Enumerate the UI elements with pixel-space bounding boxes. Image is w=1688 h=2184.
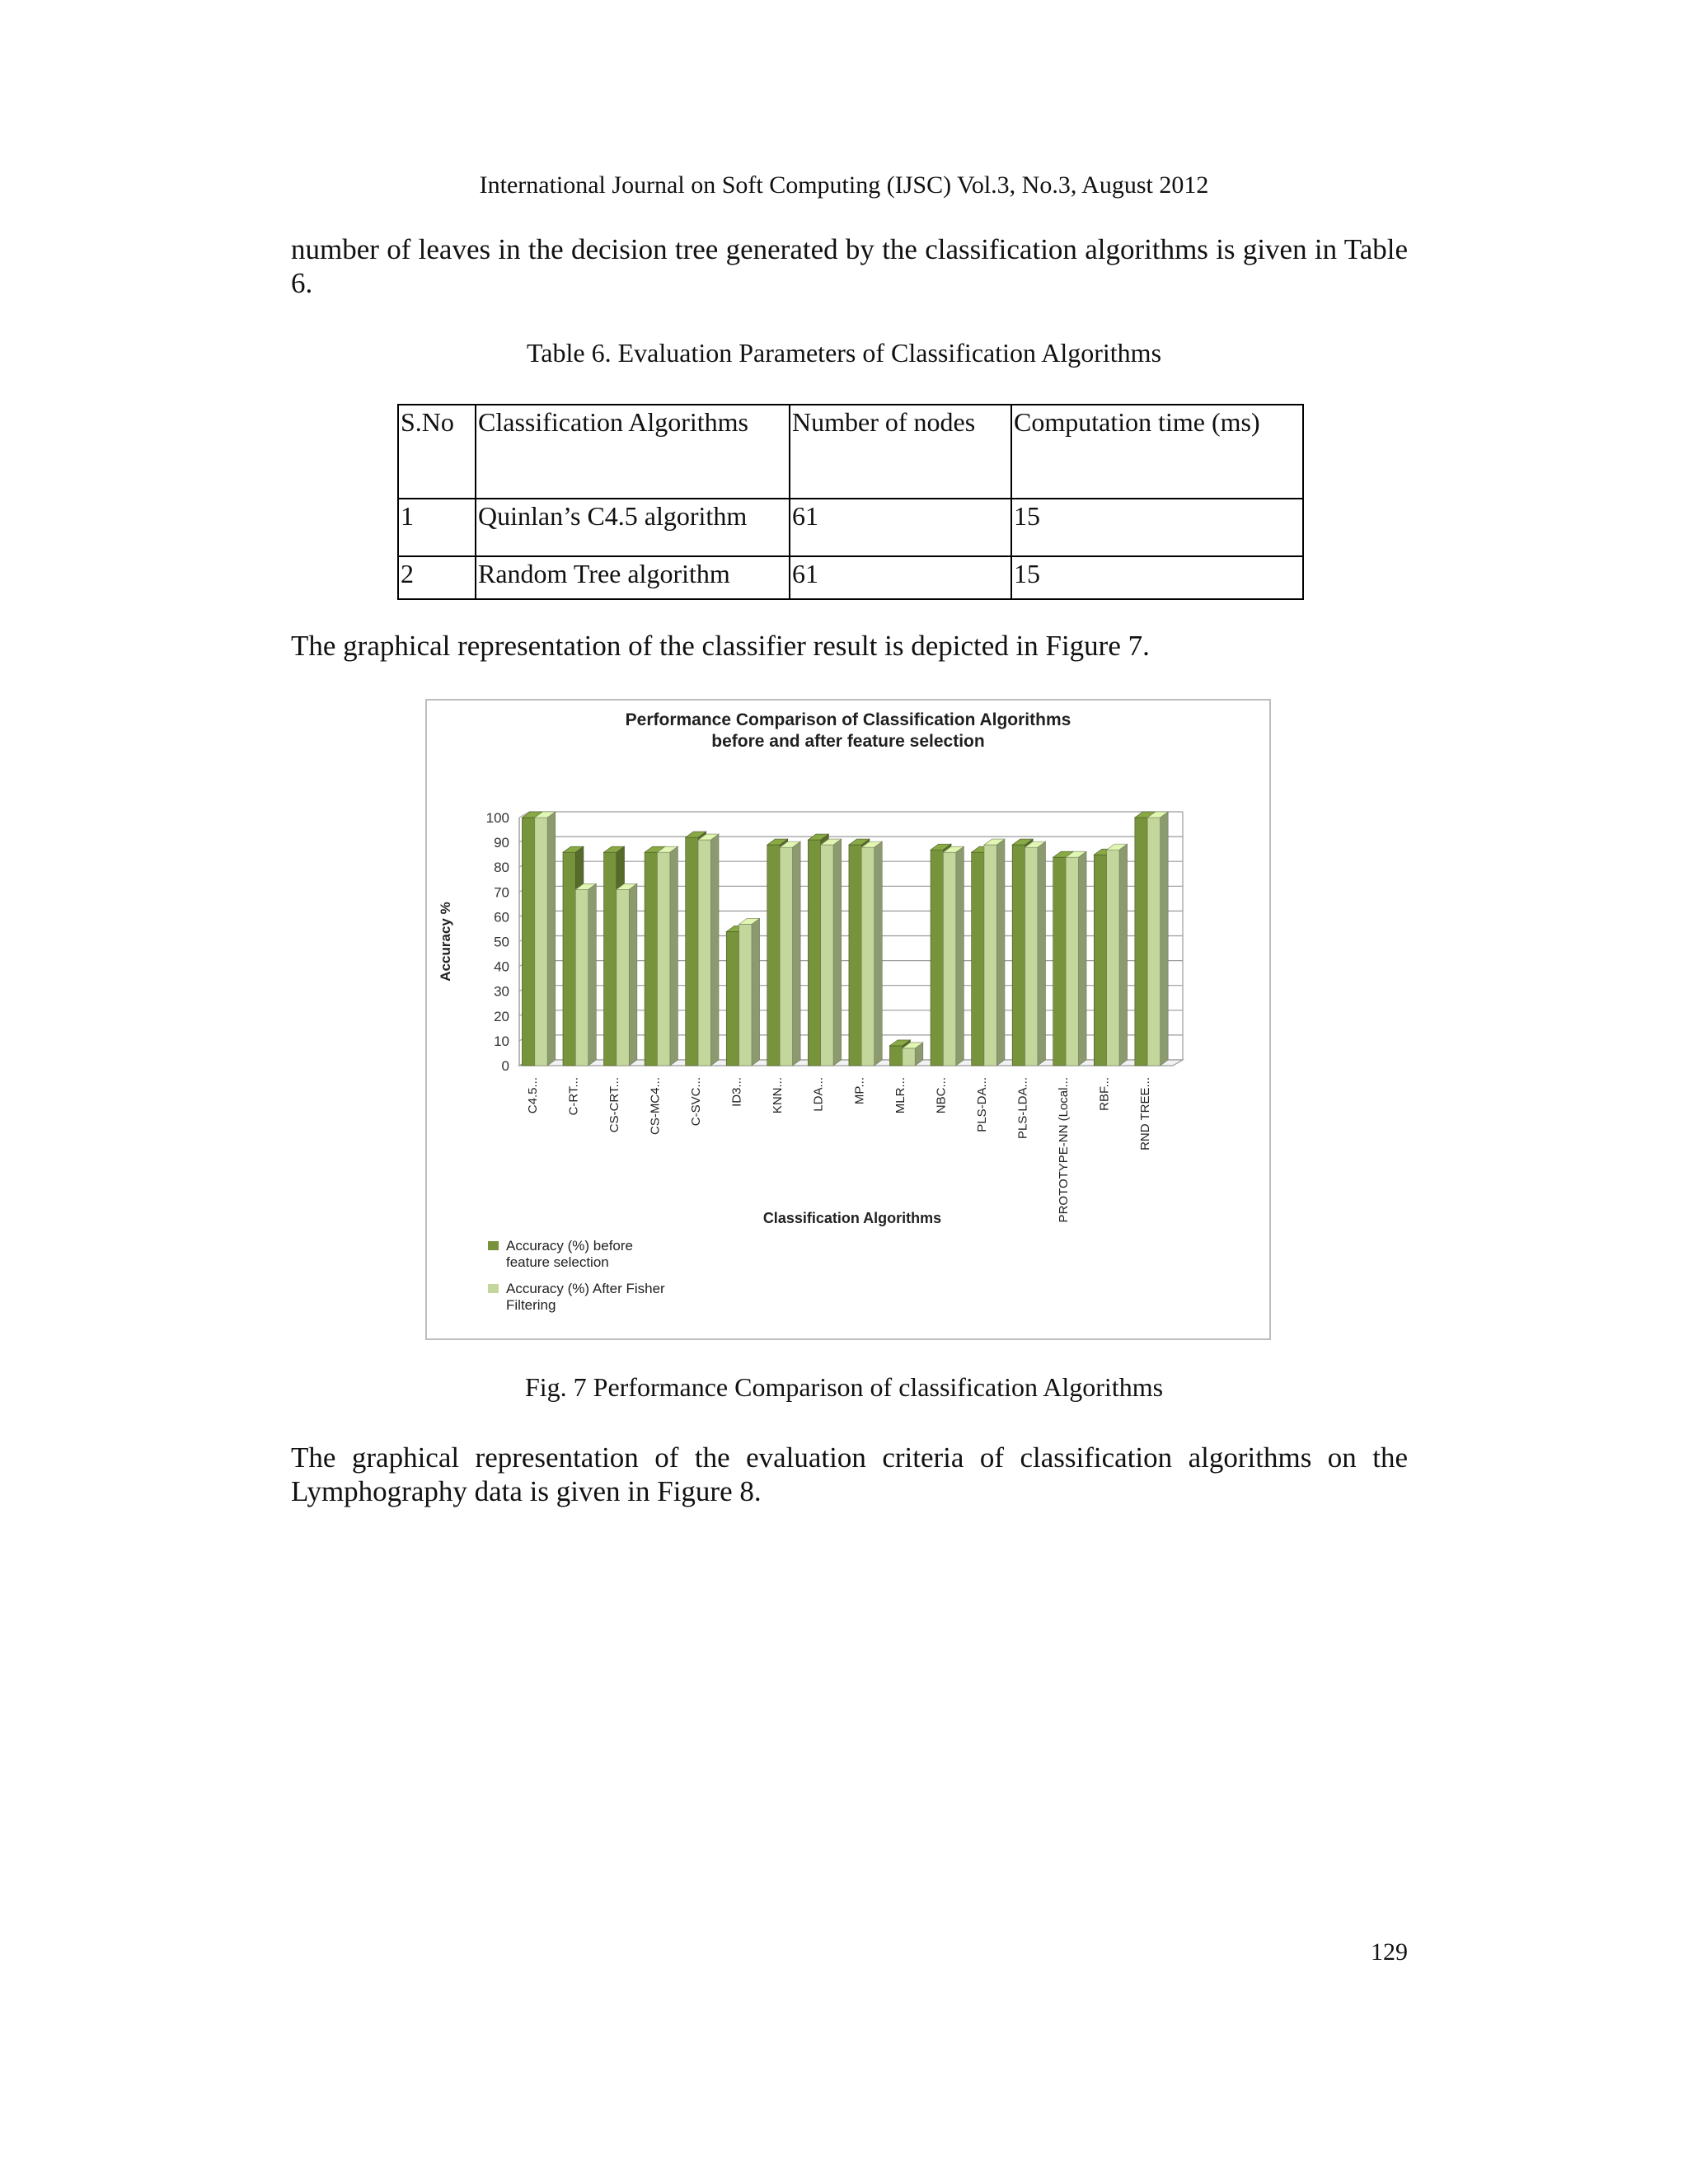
chart-title: before and after feature selection xyxy=(711,732,985,751)
bar xyxy=(1025,847,1038,1066)
bar xyxy=(943,852,955,1066)
bar xyxy=(645,852,657,1066)
bar xyxy=(657,852,669,1066)
chart-title: Performance Comparison of Classification Algorithms xyxy=(625,710,1071,729)
bar-side xyxy=(996,839,1005,1066)
legend-label: Accuracy (%) After Fisher xyxy=(506,1281,665,1296)
table-cell: 15 xyxy=(1011,499,1303,556)
y-tick-label: 10 xyxy=(494,1033,509,1049)
bar xyxy=(1107,850,1119,1066)
y-tick-label: 0 xyxy=(501,1058,509,1074)
next-paragraph: The graphical representation of the evaluation criteria of classification algorithms on the Lymphography data is given in Figure 8. xyxy=(291,1441,1408,1507)
y-tick-label: 60 xyxy=(494,909,509,926)
bar-side xyxy=(874,841,883,1066)
legend-swatch xyxy=(488,1284,499,1293)
bar-side xyxy=(793,841,801,1066)
bar xyxy=(903,1048,915,1066)
bar xyxy=(767,845,780,1066)
bar-side xyxy=(1160,812,1169,1066)
bar xyxy=(861,847,874,1066)
x-tick-label: LDA... xyxy=(811,1077,826,1112)
bar-side xyxy=(629,883,637,1066)
bar xyxy=(1094,855,1106,1066)
y-tick-label: 50 xyxy=(494,934,509,950)
table-header-row xyxy=(398,405,1303,499)
bar-side xyxy=(670,846,678,1066)
bar xyxy=(780,847,792,1066)
bar-side xyxy=(956,846,964,1066)
table-cell: 2 xyxy=(398,556,476,599)
x-tick-label: CS-MC4... xyxy=(648,1077,663,1136)
x-tick-label: PLS-DA... xyxy=(974,1077,989,1132)
bar xyxy=(575,889,588,1066)
y-tick-label: 80 xyxy=(494,860,509,876)
x-tick-label: MLR... xyxy=(893,1077,907,1114)
bar xyxy=(1147,818,1160,1066)
bar xyxy=(686,837,698,1066)
x-tick-label: RBF... xyxy=(1097,1077,1112,1111)
bar xyxy=(726,931,738,1066)
bar xyxy=(522,818,534,1066)
bar xyxy=(617,889,629,1066)
x-tick-label: C-RT... xyxy=(566,1077,581,1116)
bar-side xyxy=(547,812,556,1066)
x-tick-label: CS-CRT... xyxy=(607,1077,621,1133)
bar-side xyxy=(710,834,719,1066)
y-tick-label: 20 xyxy=(494,1008,509,1024)
performance-bar-chart xyxy=(427,701,1269,1338)
x-tick-label: ID3... xyxy=(729,1077,744,1107)
bar xyxy=(972,852,984,1066)
x-tick-label: C-SVC... xyxy=(689,1077,704,1127)
table-cell: 61 xyxy=(790,556,1011,599)
bar-side xyxy=(1078,851,1086,1066)
x-tick-label: PROTOTYPE-NN (Local... xyxy=(1057,1077,1071,1223)
bar xyxy=(1053,857,1066,1066)
page-number: 129 xyxy=(1371,1938,1408,1966)
x-tick-label: MP... xyxy=(852,1077,867,1105)
evaluation-table xyxy=(397,404,1304,600)
bar xyxy=(739,924,752,1066)
y-tick-label: 90 xyxy=(494,835,509,851)
bar xyxy=(535,818,547,1066)
bar-side xyxy=(833,839,842,1066)
y-tick-label: 40 xyxy=(494,958,509,975)
x-tick-label: RND TREE... xyxy=(1138,1077,1153,1151)
bar-side xyxy=(1119,844,1128,1066)
x-tick-label: KNN... xyxy=(771,1077,785,1114)
table-row xyxy=(398,556,1303,599)
y-tick-label: 100 xyxy=(485,810,509,826)
bar xyxy=(808,840,820,1066)
table-cell: Random Tree algorithm xyxy=(476,556,790,599)
y-tick-label: 70 xyxy=(494,884,509,901)
bar xyxy=(931,850,943,1066)
legend-label: Filtering xyxy=(506,1297,556,1313)
header-sno: S.No xyxy=(398,405,476,499)
y-axis-label: Accuracy % xyxy=(438,902,453,982)
x-axis-label: Classification Algorithms xyxy=(762,1210,942,1226)
bar-side xyxy=(1038,841,1046,1066)
bar xyxy=(984,845,996,1066)
x-tick-label: NBC... xyxy=(934,1077,949,1114)
figure-caption: Fig. 7 Performance Comparison of classification Algorithms xyxy=(524,1372,1164,1402)
figure-7-frame xyxy=(425,699,1271,1340)
bar-side xyxy=(752,918,760,1066)
table-cell: Quinlan’s C4.5 algorithm xyxy=(476,499,790,556)
legend-label: Accuracy (%) before xyxy=(506,1238,633,1254)
intro-paragraph: number of leaves in the decision tree generated by the classification algorithms is given in Table 6. xyxy=(291,233,1408,299)
bar xyxy=(889,1046,902,1066)
table-cell: 15 xyxy=(1011,556,1303,599)
table-cell: 1 xyxy=(398,499,476,556)
legend-swatch xyxy=(488,1241,499,1250)
bar xyxy=(1135,818,1147,1066)
header-algorithms: Classification Algorithms xyxy=(476,405,790,499)
legend-label: feature selection xyxy=(506,1254,609,1270)
running-header: International Journal on Soft Computing (IJSC) Vol.3, No.3, August 2012 xyxy=(479,171,1209,199)
x-tick-label: C4.5... xyxy=(525,1077,540,1114)
bar xyxy=(698,840,710,1066)
bar xyxy=(563,852,575,1066)
bar xyxy=(1066,857,1078,1066)
header-time: Computation time (ms) xyxy=(1011,405,1303,499)
bar-side xyxy=(588,883,597,1066)
y-tick-label: 30 xyxy=(494,983,509,1000)
bar xyxy=(604,852,617,1066)
bar xyxy=(821,845,833,1066)
table-cell: 61 xyxy=(790,499,1011,556)
bar xyxy=(849,845,861,1066)
header-nodes: Number of nodes xyxy=(790,405,1011,499)
table-caption: Table 6. Evaluation Parameters of Classification Algorithms xyxy=(526,338,1162,368)
bar xyxy=(1012,845,1025,1066)
x-tick-label: PLS-LDA... xyxy=(1015,1077,1030,1140)
table-row xyxy=(398,499,1303,556)
figure-reference-paragraph: The graphical representation of the classifier result is depicted in Figure 7. xyxy=(291,630,1150,662)
